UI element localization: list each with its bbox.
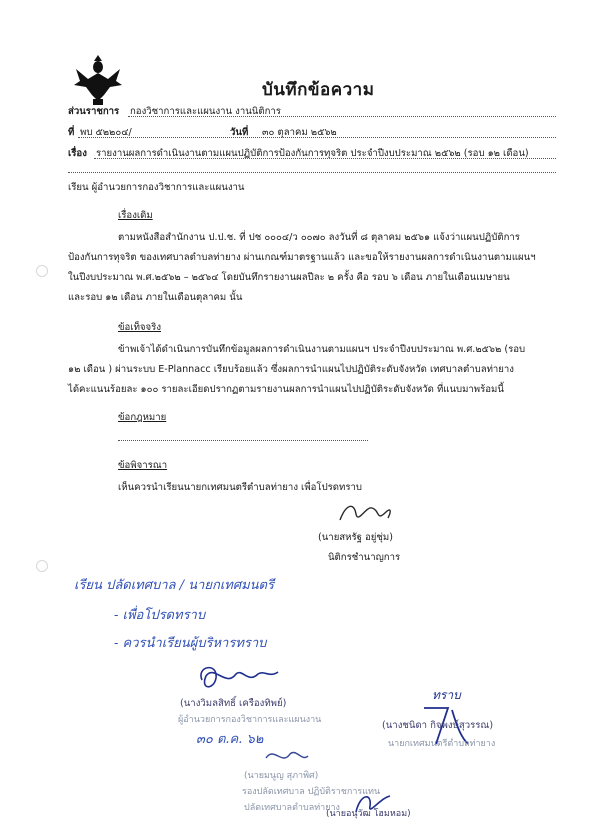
- date-value: ๓๐ ตุลาคม ๒๕๖๒: [262, 127, 337, 138]
- ref-dotted-line: [78, 137, 556, 138]
- recipient: เรียน ผู้อำนวยการกองวิชาการและแผนงาน: [68, 182, 245, 193]
- facts-line: ได้คะแนนร้อยละ ๑๐๐ รายละเอียดปรากฏตามรายงานผลการนำแผนไปปฏิบัติระดับจังหวัด ที่แนบมาพร้อมนี้: [68, 384, 504, 395]
- author-signature: [336, 498, 396, 528]
- director-position: ผู้อำนวยการกองวิชาการและแผนงาน: [178, 715, 322, 725]
- background-line: ป้องกันการทุจริต ของเทศบาลตำบลท่ายาง ผ่านเกณฑ์มาตรฐานแล้ว และขอให้รายงานผลการดำเนินงานตามแผนฯ: [68, 252, 536, 263]
- background-line: และรอบ ๑๒ เดือน ภายในเดือนตุลาคม นั้น: [68, 292, 243, 303]
- director-name: (นางวิมลสิทธิ์ เครืองทิพย์): [180, 698, 287, 709]
- ref-value: พบ ๕๒๒๐๔/: [80, 127, 132, 138]
- dept-label: ส่วนราชการ: [68, 106, 120, 117]
- deputy-name: (นายมนูญ สุภาพิศ): [244, 771, 319, 781]
- law-heading: ข้อกฎหมาย: [118, 412, 167, 423]
- subject-label: เรื่อง: [68, 148, 87, 159]
- subject-dotted-line: [94, 158, 556, 159]
- background-line: ในปีงบประมาณ พ.ศ.๒๕๖๒ – ๒๕๖๔ โดยบันทึกรายงานผลปีละ ๒ ครั้ง คือ รอบ ๖ เดือน ภายในเดือนเมษายน: [68, 272, 510, 283]
- punch-hole: [36, 265, 48, 277]
- background-line: ตามหนังสือสำนักงาน ป.ป.ช. ที่ ปช ๐๐๐๔/ว ๐๐๗๐ ลงวันที่ ๘ ตุลาคม ๒๕๖๑ แจ้งว่าแผนปฏิบัติการ: [118, 232, 520, 243]
- deputy-position: รองปลัดเทศบาล ปฏิบัติราชการแทน: [242, 787, 381, 797]
- consider-line: เห็นควรนำเรียนนายกเทศมนตรีตำบลท่ายาง เพื่อโปรดทราบ: [118, 482, 362, 493]
- mayor-name: (นางชนิดา กิจพงษ์สุวรรณ): [382, 720, 494, 731]
- signer-name: (นายสหรัฐ อยู่ชุ่ม): [318, 532, 393, 543]
- background-heading: เรื่องเดิม: [118, 210, 153, 221]
- director-signature: [192, 660, 282, 694]
- header-divider: [68, 172, 556, 173]
- facts-line: ข้าพเจ้าได้ดำเนินการบันทึกข้อมูลผลการดำเนินงานตามแผนฯ ประจำปีงบประมาณ พ.ศ.๒๕๖๒ (รอบ: [118, 344, 526, 355]
- garuda-emblem-icon: [70, 55, 126, 107]
- dept-value: กองวิชาการและแผนงาน งานนิติการ: [130, 106, 281, 117]
- memo-title: บันทึกข้อความ: [262, 80, 375, 100]
- deputy-signature: [262, 744, 312, 768]
- deputy-position: ปลัดเทศบาลตำบลท่ายาง: [244, 803, 340, 813]
- dept-dotted-line: [128, 116, 556, 117]
- ref-label: ที่: [68, 127, 75, 138]
- approval-note: ทราบ: [432, 688, 461, 702]
- consider-heading: ข้อพิจารณา: [118, 460, 168, 471]
- signer-position: นิติกรชำนาญการ: [328, 552, 401, 563]
- subject-value: รายงานผลการดำเนินงานตามแผนปฏิบัติการป้องกันการทุจริต ประจำปีงบประมาณ ๒๕๖๒ (รอบ ๑๒ เดือน): [96, 148, 529, 159]
- director-date: ๓๐ ต.ค. ๖๒: [196, 732, 264, 747]
- handwritten-note-line: เรียน ปลัดเทศบาล / นายกเทศมนตรี: [74, 578, 274, 593]
- deputy-signature-2: [350, 788, 400, 818]
- mayor-position: นายกเทศมนตรีตำบลท่ายาง: [388, 739, 496, 749]
- facts-line: ๑๒ เดือน ) ผ่านระบบ E-Plannacc เรียบร้อยแล้ว ซึ่งผลการนำแผนไปปฏิบัติระดับจังหวัด เทศบาลตำบลท่ายาง: [68, 364, 514, 375]
- handwritten-note-line: - ควรนำเรียนผู้บริหารทราบ: [114, 636, 267, 651]
- handwritten-note-line: - เพื่อโปรดทราบ: [114, 608, 206, 623]
- facts-heading: ข้อเท็จจริง: [118, 322, 162, 333]
- date-label: วันที่: [230, 127, 249, 138]
- punch-hole: [36, 560, 48, 572]
- deputy-name-2: (นายอนุวัฒ โฮมหอม): [326, 809, 411, 819]
- law-dotted-line: [118, 440, 368, 441]
